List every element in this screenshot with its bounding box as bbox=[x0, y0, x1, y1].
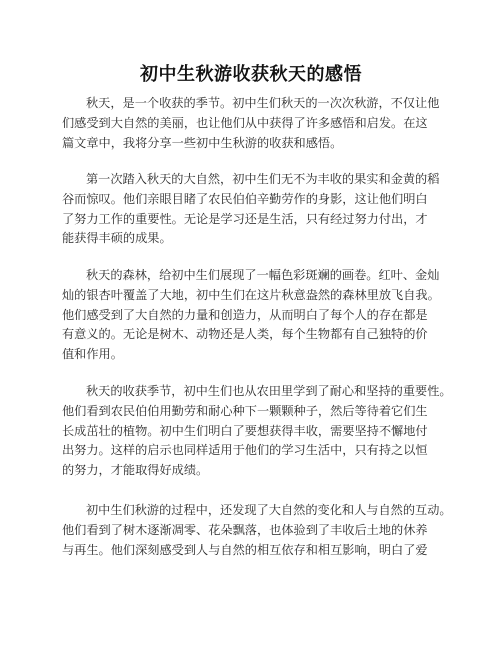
paragraph-line: 能获得丰硕的成果。 bbox=[62, 231, 172, 246]
paragraph-line: 们感受到大自然的美丽，也让他们从中获得了许多感悟和启发。在这 bbox=[62, 115, 428, 130]
paragraph-line: 出努力。这样的启示也同样适用于他们的学习生活中，只有持之以恒 bbox=[62, 443, 428, 458]
paragraph-line: 他们看到了树木逐渐凋零、花朵飘落，也体验到了丰收后土地的休养 bbox=[62, 522, 428, 537]
paragraph-line: 长成茁壮的植物。初中生们明白了要想获得丰收，需要坚持不懈地付 bbox=[62, 423, 428, 438]
document-title: 初中生秋游收获秋天的感悟 bbox=[140, 64, 362, 85]
paragraph-1 bbox=[62, 94, 452, 153]
paragraph-line: 与再生。他们深刻感受到人与自然的相互依存和相互影响，明白了爱 bbox=[62, 542, 428, 557]
paragraph-line: 他们感受到了大自然的力量和创造力，从而明白了每个人的存在都是 bbox=[62, 307, 428, 322]
paragraph-line: 谷而惊叹。他们亲眼目睹了农民伯伯辛勤劳作的身影，这让他们明白 bbox=[62, 191, 428, 206]
paragraph-line: 灿的银杏叶覆盖了大地，初中生们在这片秋意盎然的森林里放飞自我。 bbox=[62, 287, 440, 302]
paragraph-line: 秋天，是一个收获的季节。初中生们秋天的一次次秋游，不仅让他 bbox=[86, 96, 440, 110]
paragraph-line: 的努力，才能取得好成绩。 bbox=[62, 463, 209, 478]
paragraph-2 bbox=[62, 170, 452, 249]
paragraph-line: 他们看到农民伯伯用勤劳和耐心种下一颗颗种子，然后等待着它们生 bbox=[62, 403, 428, 418]
paragraph-line: 秋天的森林，给初中生们展现了一幅色彩斑斓的画卷。红叶、金灿 bbox=[86, 268, 440, 282]
paragraph-line: 初中生们秋游的过程中，还发现了大自然的变化和人与自然的互动。 bbox=[86, 503, 452, 517]
paragraph-5 bbox=[62, 501, 452, 560]
paragraph-line: 第一次踏入秋天的大自然，初中生们无不为丰收的果实和金黄的稻 bbox=[86, 172, 440, 186]
paragraph-3 bbox=[62, 266, 452, 365]
paragraph-line: 了努力工作的重要性。无论是学习还是生活，只有经过努力付出，才 bbox=[62, 211, 428, 226]
paragraph-line: 秋天的收获季节，初中生们也从农田里学到了耐心和坚持的重要性。 bbox=[86, 384, 452, 398]
paragraph-line: 篇文章中，我将分享一些初中生秋游的收获和感悟。 bbox=[62, 135, 343, 150]
paragraph-line: 有意义的。无论是树木、动物还是人类，每个生物都有自己独特的价 bbox=[62, 327, 428, 342]
paragraph-line: 值和作用。 bbox=[62, 347, 123, 362]
paragraph-4 bbox=[62, 382, 452, 481]
